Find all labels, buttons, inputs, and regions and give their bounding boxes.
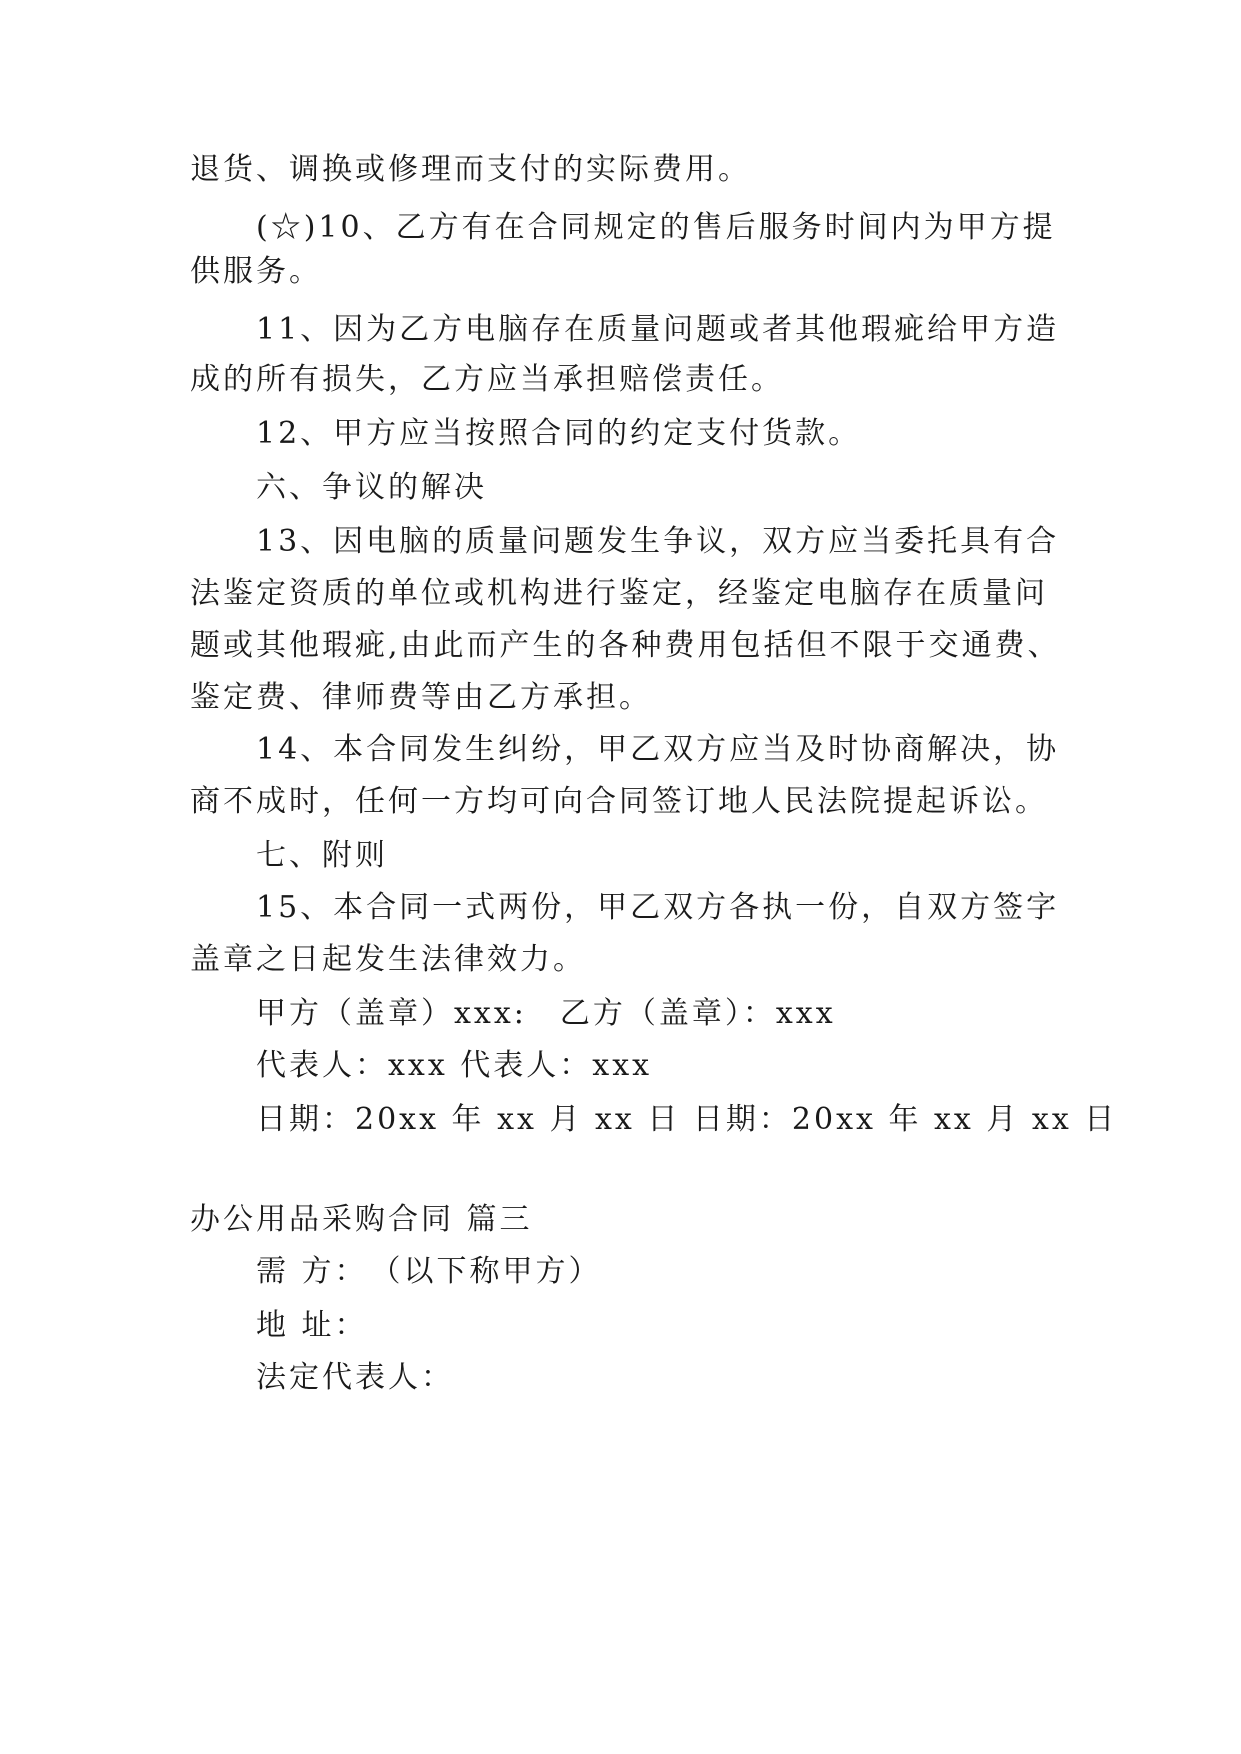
text-line-11: 鉴定费、律师费等由乙方承担。 [190,680,652,715]
text-line-12: 14、本合同发生纠纷，甲乙双方应当及时协商解决，协 [256,732,1060,767]
buyer-field: 需 方： （以下称甲方） [256,1254,602,1289]
text-line-8: 13、因电脑的质量问题发生争议，双方应当委托具有合 [256,524,1060,559]
address-field: 地 址： [256,1308,368,1343]
text-line-1: 退货、调换或修理而支付的实际费用。 [190,152,751,187]
legal-representative-field: 法定代表人： [256,1360,454,1395]
text-line-5: 成的所有损失，乙方应当承担赔偿责任。 [190,362,784,397]
text-line-15: 15、本合同一式两份，甲乙双方各执一份，自双方签字 [256,890,1060,925]
text-line-2: (☆)10、乙方有在合同规定的售后服务时间内为甲方提 [256,210,1056,245]
section-heading-dispute: 六、争议的解决 [256,470,487,505]
contract-title-part-three: 办公用品采购合同 篇三 [190,1202,533,1237]
signature-dates-line: 日期：20xx 年 xx 月 xx 日 日期：20xx 年 xx 月 xx 日 [256,1102,1118,1137]
text-line-4: 11、因为乙方电脑存在质量问题或者其他瑕疵给甲方造 [256,312,1060,347]
text-line-13: 商不成时，任何一方均可向合同签订地人民法院提起诉讼。 [190,784,1048,819]
text-line-6: 12、甲方应当按照合同的约定支付货款。 [256,416,862,451]
signature-representatives-line: 代表人：xxx 代表人：xxx [256,1048,653,1083]
signature-parties-line: 甲方（盖章）xxx: 乙方（盖章）：xxx [256,996,836,1031]
text-line-10: 题或其他瑕疵,由此而产生的各种费用包括但不限于交通费、 [190,628,1061,663]
text-line-9: 法鉴定资质的单位或机构进行鉴定，经鉴定电脑存在质量问 [190,576,1048,611]
section-heading-appendix: 七、附则 [256,838,388,873]
text-line-16: 盖章之日起发生法律效力。 [190,942,586,977]
text-line-3: 供服务。 [190,254,322,289]
